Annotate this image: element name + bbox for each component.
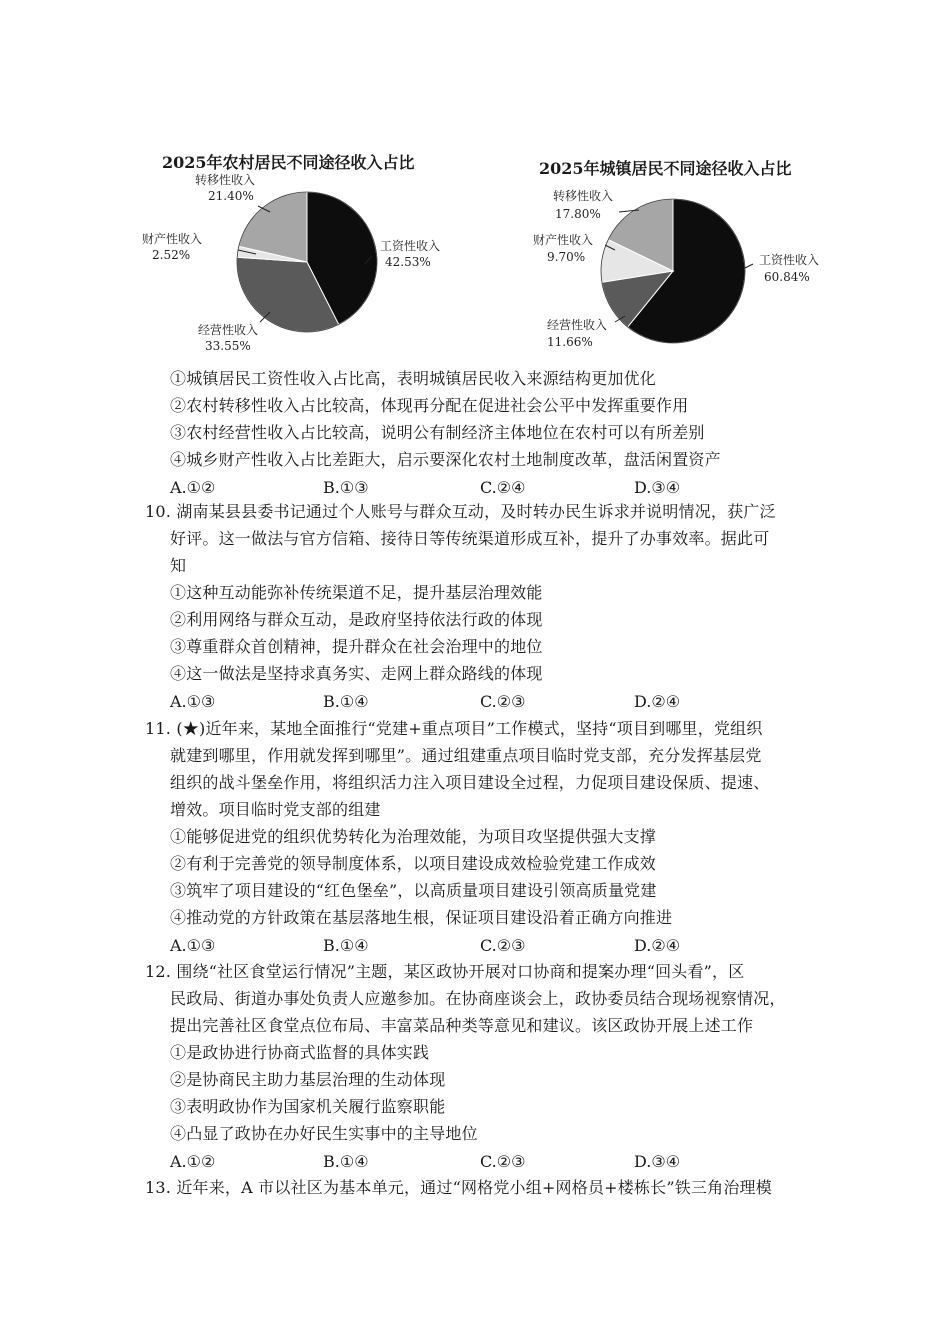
q11-stem: 11. (★)近年来，某地全面推行“党建+重点项目”工作模式，坚持“项目到哪里，党组织 [145, 719, 763, 738]
q9-option-c[interactable]: C.②④ [480, 478, 526, 497]
q11-option-d[interactable]: D.②④ [634, 936, 681, 955]
rural-pie-svg [140, 140, 460, 360]
q11-stem: 组织的战斗堡垒作用，将组织活力注入项目建设全过程，力促项目建设保质、提速、 [170, 773, 770, 792]
q9-statement: ①城镇居民工资性收入占比高，表明城镇居民收入来源结构更加优化 [170, 369, 657, 388]
q11-option-c[interactable]: C.②③ [480, 936, 526, 955]
q11-option-b[interactable]: B.①④ [323, 936, 369, 955]
q12-statement: ③表明政协作为国家机关履行监察职能 [170, 1097, 446, 1116]
pie-slice-name: 转移性收入 [553, 189, 614, 203]
q10-option-c[interactable]: C.②③ [480, 692, 526, 711]
urban-chart-title: 2025年城镇居民不同途径收入占比 [539, 159, 792, 178]
q11-stem: 增效。项目临时党支部的组建 [170, 800, 381, 819]
q9-option-a[interactable]: A.①② [170, 478, 216, 497]
q10-stem: 好评。这一做法与官方信箱、接待日等传统渠道形成互补，提升了办事效率。据此可 [170, 529, 770, 548]
q10-statement: ①这种互动能弥补传统渠道不足，提升基层治理效能 [170, 583, 543, 602]
q9-statement: ②农村转移性收入占比较高，体现再分配在促进社会公平中发挥重要作用 [170, 396, 689, 415]
q10-stem: 10. 湖南某县县委书记通过个人账号与群众互动，及时转办民生诉求并说明情况，获广泛 [145, 502, 776, 521]
rural-income-chart [140, 140, 460, 360]
q12-stem: 民政局、街道办事处负责人应邀参加。在协商座谈会上，政协委员结合现场视察情况， [170, 989, 786, 1008]
pie-slice-value: 17.80% [555, 207, 601, 221]
pie-slice-value: 2.52% [152, 248, 191, 262]
q11-statement: ①能够促进党的组织优势转化为治理效能，为项目攻坚提供强大支撑 [170, 827, 657, 846]
q12-statement: ①是政协进行协商式监督的具体实践 [170, 1043, 430, 1062]
pie-slice-name: 财产性收入 [533, 233, 594, 247]
q10-statement: ④这一做法是坚持求真务实、走网上群众路线的体现 [170, 664, 543, 683]
pie-slice-name: 经营性收入 [198, 323, 259, 337]
q11-statement: ③筑牢了项目建设的“红色堡垒”，以高质量项目建设引领高质量党建 [170, 881, 657, 900]
pie-slice-value: 60.84% [764, 270, 810, 284]
pie-slice-name: 经营性收入 [547, 318, 608, 332]
q10-statement: ③尊重群众首创精神，提升群众在社会治理中的地位 [170, 637, 543, 656]
q10-option-a[interactable]: A.①③ [170, 692, 216, 711]
pie-leader-line [745, 264, 753, 268]
q12-stem: 12. 围绕“社区食堂运行情况”主题，某区政协开展对口协商和提案办理“回头看”，区 [145, 962, 745, 981]
pie-slice-name: 财产性收入 [142, 232, 203, 246]
q12-statement: ④凸显了政协在办好民生实事中的主导地位 [170, 1124, 478, 1143]
pie-slice-name: 工资性收入 [380, 239, 441, 253]
q12-statement: ②是协商民主助力基层治理的生动体现 [170, 1070, 446, 1089]
q10-stem: 知 [170, 556, 187, 575]
q12-option-d[interactable]: D.③④ [634, 1152, 681, 1171]
q9-option-b[interactable]: B.①③ [323, 478, 369, 497]
q11-statement: ②有利于完善党的领导制度体系，以项目建设成效检验党建工作成效 [170, 854, 657, 873]
q13-stem: 13. 近年来，A 市以社区为基本单元，通过“网格党小组+网格员+楼栋长”铁三角治理模 [145, 1178, 772, 1197]
q9-statement: ④城乡财产性收入占比差距大，启示要深化农村土地制度改革，盘活闲置资产 [170, 450, 721, 469]
q12-option-a[interactable]: A.①② [170, 1152, 216, 1171]
q9-statement: ③农村经营性收入占比较高，说明公有制经济主体地位在农村可以有所差别 [170, 423, 705, 442]
q11-option-a[interactable]: A.①③ [170, 936, 216, 955]
q12-stem: 提出完善社区食堂点位布局、丰富菜品种类等意见和建议。该区政协开展上述工作 [170, 1016, 754, 1035]
pie-slice-value: 9.70% [547, 250, 586, 264]
q9-option-d[interactable]: D.③④ [634, 478, 681, 497]
pie-slice-value: 33.55% [205, 339, 251, 353]
q10-option-b[interactable]: B.①④ [323, 692, 369, 711]
q11-stem: 就建到哪里，作用就发挥到哪里”。通过组建重点项目临时党支部，充分发挥基层党 [170, 746, 762, 765]
rural-chart-title: 2025年农村居民不同途径收入占比 [162, 153, 415, 172]
pie-slice-value: 42.53% [385, 255, 431, 269]
q12-option-b[interactable]: B.①④ [323, 1152, 369, 1171]
q12-option-c[interactable]: C.②③ [480, 1152, 526, 1171]
q11-statement: ④推动党的方针政策在基层落地生根，保证项目建设沿着正确方向推进 [170, 908, 673, 927]
pie-slice-value: 21.40% [208, 189, 254, 203]
q10-statement: ②利用网络与群众互动，是政府坚持依法行政的体现 [170, 610, 543, 629]
pie-slice-value: 11.66% [547, 335, 593, 349]
urban-income-chart [525, 140, 855, 360]
q10-option-d[interactable]: D.②④ [634, 692, 681, 711]
urban-pie-svg [525, 140, 855, 360]
pie-slice-name: 工资性收入 [759, 253, 820, 267]
pie-slice-name: 转移性收入 [195, 173, 256, 187]
